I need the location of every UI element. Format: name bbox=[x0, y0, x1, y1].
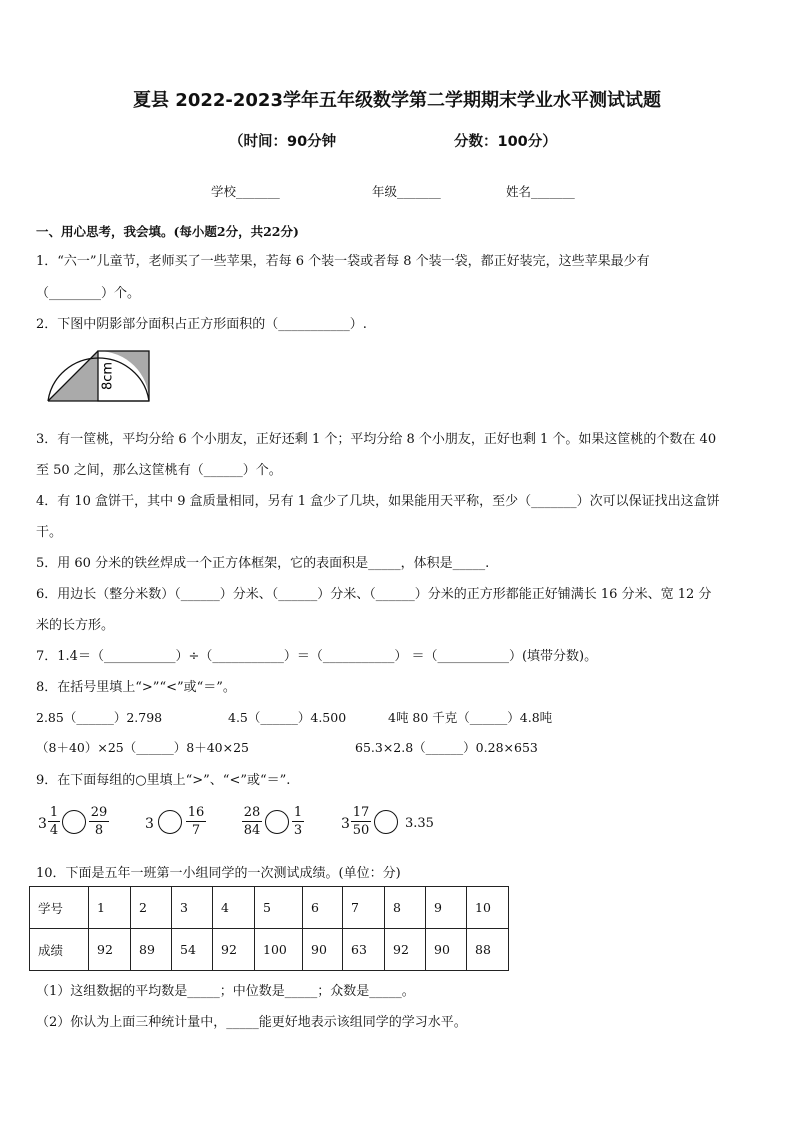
q8-item-5: 65.3×2.8（______）0.28×653 bbox=[355, 740, 538, 755]
table-cell: 成绩 bbox=[30, 929, 89, 971]
table-cell: 5 bbox=[255, 887, 303, 929]
table-cell: 90 bbox=[303, 929, 343, 971]
table-cell: 9 bbox=[426, 887, 467, 929]
scores-table bbox=[29, 886, 509, 971]
table-cell: 92 bbox=[213, 929, 255, 971]
q9-whole-c: 3 bbox=[145, 816, 154, 832]
question-6-line-2: 米的长方形。 bbox=[36, 618, 115, 633]
q9-fraction-g: 17 50 bbox=[352, 805, 370, 838]
grade-field: 年级_______ bbox=[372, 184, 441, 199]
q9-compare-circle-3[interactable] bbox=[265, 810, 289, 834]
question-9: 9．在下面每组的○里填上“>”、“<”或“＝”. bbox=[36, 773, 291, 788]
table-cell: 54 bbox=[172, 929, 213, 971]
table-cell: 6 bbox=[303, 887, 343, 929]
table-cell: 4 bbox=[213, 887, 255, 929]
section-heading: 一、用心思考，我会填。(每小题2分，共22分) bbox=[36, 224, 299, 239]
q9-compare-circle-4[interactable] bbox=[374, 810, 398, 834]
q9-compare-circle-2[interactable] bbox=[158, 810, 182, 834]
question-2: 2．下图中阴影部分面积占正方形面积的（___________）. bbox=[36, 317, 367, 332]
table-cell: 88 bbox=[467, 929, 509, 971]
q8-item-3: 4吨 80 千克（______）4.8吨 bbox=[388, 710, 553, 725]
q9-value-h: 3.35 bbox=[405, 816, 434, 831]
q9-fraction-b: 29 8 bbox=[90, 805, 108, 838]
table-cell: 89 bbox=[131, 929, 172, 971]
table-cell: 1 bbox=[89, 887, 131, 929]
q8-item-1: 2.85（______）2.798 bbox=[36, 710, 163, 725]
table-cell: 7 bbox=[343, 887, 385, 929]
question-10: 10．下面是五年一班第一小组同学的一次测试成绩。(单位：分) bbox=[36, 866, 401, 881]
table-cell: 3 bbox=[172, 887, 213, 929]
q9-fraction-a: 1 4 bbox=[49, 805, 59, 838]
q9-whole-g: 3 bbox=[341, 816, 350, 832]
table-row-header bbox=[30, 887, 509, 929]
q8-item-2: 4.5（______）4.500 bbox=[228, 710, 347, 725]
question-6-line-1: 6．用边长（整分米数）（______）分米、（______）分米、（______）分米的正方形都能正好铺满长 16 分米、宽 12 分 bbox=[36, 587, 712, 602]
page-title: 夏县 2022-2023学年五年级数学第二学期期末学业水平测试试题 bbox=[133, 90, 661, 111]
q9-fraction-f: 1 3 bbox=[293, 805, 303, 838]
table-cell: 10 bbox=[467, 887, 509, 929]
table-cell: 92 bbox=[89, 929, 131, 971]
question-5: 5．用 60 分米的铁丝焊成一个正方体框架，它的表面积是_____，体积是_____. bbox=[36, 556, 490, 571]
question-4-line-2: 干。 bbox=[36, 525, 63, 540]
q9-fraction-d: 16 7 bbox=[187, 805, 205, 838]
q9-fraction-e: 28 84 bbox=[243, 805, 261, 838]
question-8: 8．在括号里填上“>”“<”或“＝”。 bbox=[36, 680, 236, 695]
name-field: 姓名_______ bbox=[506, 184, 575, 199]
question-10-part-2: （2）你认为上面三种统计量中，_____能更好地表示该组同学的学习水平。 bbox=[36, 1015, 467, 1030]
exam-score: 分数：100分） bbox=[454, 134, 557, 150]
table-cell: 90 bbox=[426, 929, 467, 971]
table-cell: 63 bbox=[343, 929, 385, 971]
semicircle-figure bbox=[46, 350, 152, 404]
table-cell: 92 bbox=[385, 929, 426, 971]
question-3-line-2: 至 50 之间，那么这筐桃有（______）个。 bbox=[36, 463, 282, 478]
question-1-line-1: 1．“六一”儿童节，老师买了一些苹果，若每 6 个装一袋或者每 8 个装一袋，都正好装完，这些苹果最少有 bbox=[36, 254, 650, 269]
exam-time: （时间：90分钟 bbox=[229, 134, 337, 150]
table-cell: 100 bbox=[255, 929, 303, 971]
figure-label: 8cm bbox=[100, 361, 116, 391]
table-cell: 2 bbox=[131, 887, 172, 929]
q9-whole-a: 3 bbox=[38, 816, 47, 832]
q8-item-4: （8＋40）×25（______）8＋40×25 bbox=[36, 740, 249, 755]
question-4-line-1: 4．有 10 盒饼干，其中 9 盒质量相同，另有 1 盒少了几块，如果能用天平称，至少（_______）次可以保证找出这盒饼 bbox=[36, 494, 720, 509]
table-cell: 学号 bbox=[30, 887, 89, 929]
question-10-part-1: （1）这组数据的平均数是_____；中位数是_____；众数是_____。 bbox=[36, 984, 415, 999]
question-1-line-2: （________）个。 bbox=[36, 286, 141, 301]
school-field: 学校_______ bbox=[211, 184, 280, 199]
table-cell: 8 bbox=[385, 887, 426, 929]
question-3-line-1: 3．有一筐桃，平均分给 6 个小朋友，正好还剩 1 个；平均分给 8 个小朋友，正好也剩 1 个。如果这筐桃的个数在 40 bbox=[36, 432, 717, 447]
q9-compare-circle-1[interactable] bbox=[62, 810, 86, 834]
table-row-scores bbox=[30, 929, 509, 971]
question-7: 7．1.4＝（___________）÷（___________）＝（___________） ＝（___________）(填带分数)。 bbox=[36, 649, 598, 664]
